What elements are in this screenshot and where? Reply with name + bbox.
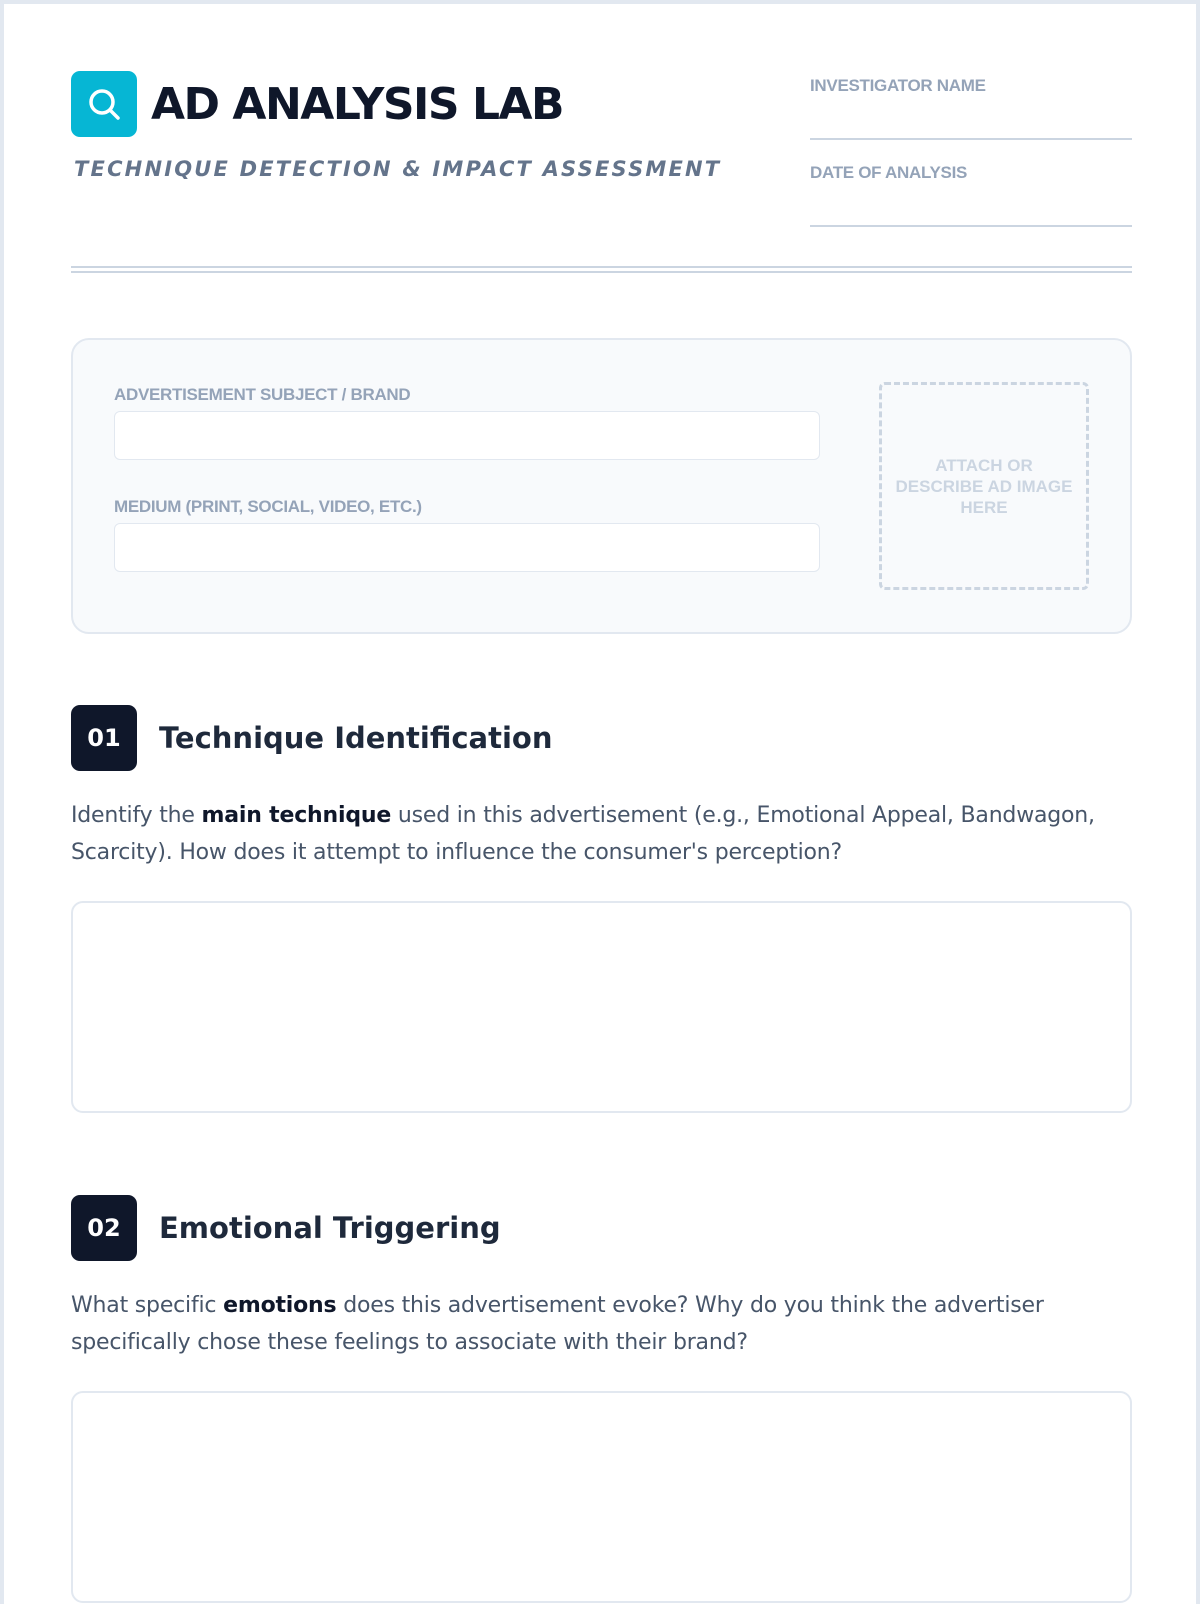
date-of-analysis-label: DATE OF ANALYSIS [810,163,968,182]
section-title: Technique Identification [159,721,553,755]
page-subtitle: TECHNIQUE DETECTION & IMPACT ASSESSMENT [74,157,722,181]
answer-box[interactable] [71,1391,1132,1603]
section-number: 02 [71,1195,137,1261]
header-divider [71,266,1132,273]
section-prompt [71,797,1132,871]
prompt-text: What specific [71,1293,224,1318]
date-of-analysis-field[interactable] [810,163,1132,183]
prompt-emphasis: emotions [223,1293,337,1318]
ad-info-card [71,338,1132,634]
dropzone-label: ATTACH OR DESCRIBE AD IMAGE HERE [895,455,1073,517]
worksheet-page [4,4,1196,1604]
prompt-text: Identify the [71,803,202,828]
subject-label: ADVERTISEMENT SUBJECT / BRAND [114,385,411,404]
medium-input[interactable] [114,523,820,572]
logo-badge [71,71,137,137]
section-title: Emotional Triggering [159,1211,501,1245]
prompt-text: used in this advertisement (e.g., Emotional Appeal, Bandwagon, Scarcity). How does it attempt to influence the consumer's perception? [71,803,1095,865]
date-of-analysis-line[interactable] [810,225,1132,227]
medium-label: MEDIUM (PRINT, SOCIAL, VIDEO, ETC.) [114,497,422,516]
investigator-name-line[interactable] [810,138,1132,140]
ad-image-dropzone[interactable] [879,382,1089,590]
prompt-text: does this advertisement evoke? Why do you think the advertiser specifically chose these feelings to associate with their brand? [71,1293,1044,1355]
section-number: 01 [71,705,137,771]
subject-input[interactable] [114,411,820,460]
investigator-name-field[interactable] [810,76,1132,96]
investigator-name-label: INVESTIGATOR NAME [810,76,986,95]
search-icon [84,84,124,124]
page-title: AD ANALYSIS LAB [151,79,564,130]
section-prompt [71,1287,1132,1361]
answer-box[interactable] [71,901,1132,1113]
prompt-emphasis: main technique [201,803,392,828]
